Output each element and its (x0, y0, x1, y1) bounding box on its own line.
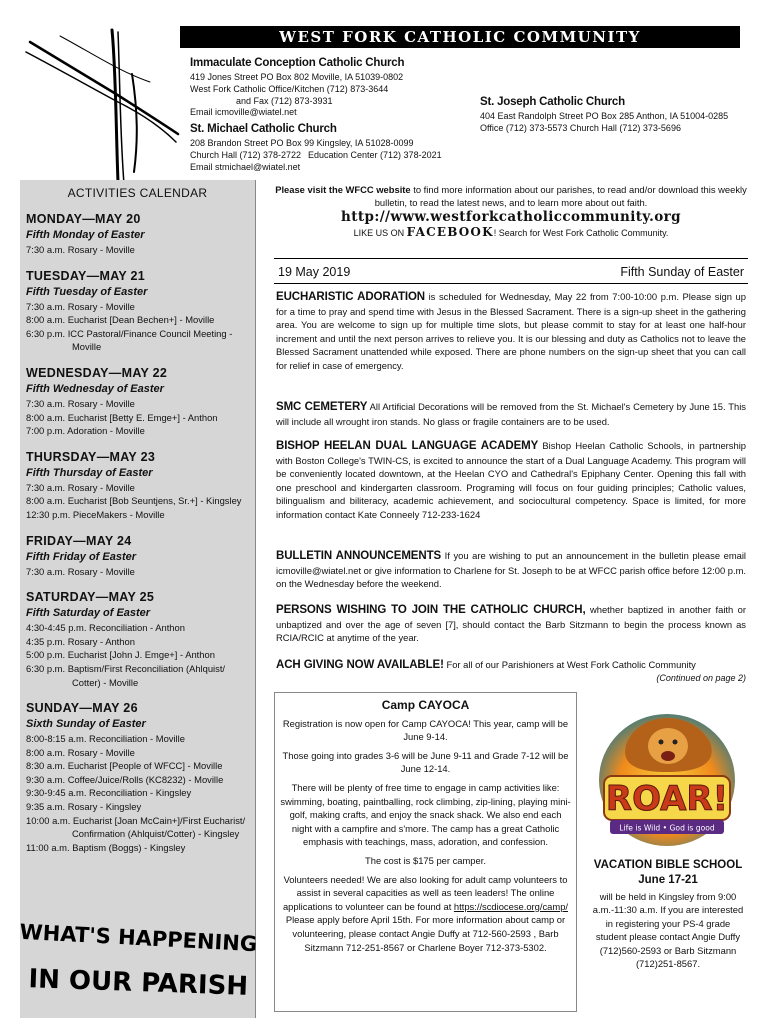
calendar-event: 4:35 p.m. Rosary - Anthon (26, 635, 135, 647)
happening-line-2: IN OUR PARISH (27, 964, 249, 1002)
article-body: All Artificial Decorations will be removed from the St. Michael's Cemetery by June 15. This will include all wrought iron stands. No glass or fragile containers are to be used. (276, 401, 746, 427)
day-name: SATURDAY—MAY 25 (26, 590, 155, 605)
calendar-day (26, 701, 249, 854)
day-name: SUNDAY—MAY 26 (26, 701, 138, 716)
calendar-event: 9:35 a.m. Rosary - Kingsley (26, 801, 142, 813)
volunteer-contact: Please apply before April 15th. For more information about camp or volunteering, please contact Angie Duffy at 712-560-2593 , Barb Sitzmann 712-251-8567 or Charlene Boyer 712-373-5302. (285, 914, 566, 953)
calendar-day (26, 450, 249, 522)
st-michael-email: Email stmichael@wiatel.net (190, 161, 301, 172)
day-liturgical-title: Fifth Wednesday of Easter (26, 382, 164, 395)
camp-application-link[interactable]: https://scdiocese.org/camp/ (453, 900, 569, 912)
article-body: is scheduled for Wednesday, May 22 from 7:00-10:00 p.m. Please sign up for a time to pray and spend time with Jesus in the Blessed Sacrament. There is a sign-up sheet in the gathering area. You are welcome to sign up for multiple time slots, but please commit to stay for at least one half-hour increment and until the next person arrives to relieve you. It is our blessing and duty as Catholics not to leave the Blessed Sacrament unattended while exposed. There are phone numbers on the sign-up sheet that you can call for relief in case of emergency. (276, 291, 746, 371)
immaculate-name: Immaculate Conception Catholic Church (190, 57, 405, 69)
date-bar (274, 258, 748, 284)
article-heading: PERSONS WISHING TO JOIN THE CATHOLIC CHURCH, (276, 604, 586, 616)
article-cemetery (276, 400, 746, 428)
article-heading: BULLETIN ANNOUNCEMENTS (276, 550, 442, 562)
website-notice (274, 183, 748, 240)
calendar-event: 7:30 a.m. Rosary - Moville (26, 300, 135, 312)
volunteer-text: Volunteers needed! We are also looking for adult camp volunteers to assist in several capacities as well as teen leaders! The online applications to volunteer can be found at (282, 873, 568, 912)
st-michael-info (190, 123, 480, 173)
calendar-day (26, 366, 249, 438)
continued-note: (Continued on page 2) (656, 673, 746, 683)
day-liturgical-title: Fifth Saturday of Easter (26, 607, 151, 620)
calendar-event: 7:30 a.m. Rosary - Moville (26, 244, 135, 255)
day-name: THURSDAY—MAY 23 (26, 449, 156, 464)
calendar-event: 8:00-8:15 a.m. Reconciliation - Moville (26, 733, 185, 745)
calendar-event: 8:00 a.m. Eucharist [Dean Bechen+] - Moville (26, 314, 215, 326)
activities-calendar (20, 180, 256, 1018)
calendar-event: 8:30 a.m. Eucharist [People of WFCC] - Moville (26, 760, 223, 772)
calendar-event: 7:30 a.m. Rosary - Moville (26, 481, 135, 493)
day-liturgical-title: Fifth Tuesday of Easter (26, 285, 148, 298)
article-body: For all of our Parishioners at West Fork Catholic Community (443, 659, 696, 670)
whats-happening-graphic (19, 913, 258, 1008)
calendar-day (26, 212, 249, 257)
immaculate-conception-info (190, 57, 480, 119)
immaculate-office: West Fork Catholic Office/Kitchen (712) 873-3644 (190, 83, 389, 94)
camp-registration: Registration is now open for Camp CAYOCA! This year, camp will be June 9-14. (282, 717, 569, 743)
st-michael-education: Education Center (712) 378-2021 (308, 149, 442, 160)
bulletin-date: 19 May 2019 (278, 265, 351, 279)
calendar-days (26, 212, 249, 854)
roar-vbs-logo (592, 702, 742, 852)
day-liturgical-title: Fifth Thursday of Easter (26, 466, 153, 479)
camp-cost: The cost is $175 per camper. (365, 854, 486, 866)
calendar-event: 8:00 a.m. Rosary - Moville (26, 746, 135, 758)
camp-cayoca-box (274, 692, 577, 1012)
article-rcia (276, 603, 746, 645)
st-michael-name: St. Michael Catholic Church (190, 123, 337, 135)
camp-grades: Those going into grades 3-6 will be June 9-11 and Grade 7-12 will be June 12-14. (282, 749, 569, 775)
day-name: WEDNESDAY—MAY 22 (26, 365, 168, 380)
calendar-event: 9:30-9:45 a.m. Reconciliation - Kingsley (26, 787, 192, 799)
day-liturgical-title: Fifth Friday of Easter (26, 550, 137, 563)
article-bulletin (276, 549, 746, 591)
st-joseph-office: Office (712) 373-5573 Church Hall (712) 373-5696 (480, 122, 681, 133)
immaculate-email: Email icmoville@wiatel.net (190, 107, 297, 118)
article-heelan (276, 439, 746, 522)
calendar-event: 5:00 p.m. Eucharist [John J. Emge+] - Anthon (26, 649, 215, 661)
roar-tagline: Life is Wild • God is good (619, 823, 715, 833)
day-name: MONDAY—MAY 20 (26, 212, 141, 226)
article-adoration (276, 290, 746, 373)
calendar-event: 6:30 p.m. Baptism/First Reconciliation (Ahlquist/ Cotter) - Moville (26, 662, 226, 688)
day-name: TUESDAY—MAY 21 (26, 268, 146, 283)
immaculate-address: 419 Jones Street PO Box 802 Moville, IA 51039-0802 (190, 72, 404, 82)
calendar-event: 7:30 a.m. Rosary - Moville (26, 565, 135, 577)
visit-lead: Please visit the WFCC website (275, 184, 411, 195)
roar-wordmark: ROAR! (605, 779, 729, 819)
camp-title: Camp CAYOCA (381, 698, 470, 712)
day-liturgical-title: Fifth Monday of Easter (26, 229, 145, 241)
calendar-event: 11:00 a.m. Baptism (Boggs) - Kingsley (26, 841, 186, 853)
calendar-event: 12:30 p.m. PieceMakers - Moville (26, 508, 165, 520)
immaculate-fax: and Fax (712) 873-3931 (236, 95, 333, 106)
article-heading: ACH GIVING NOW AVAILABLE! (276, 659, 444, 671)
article-body: whether baptized in another faith or unbaptized and over the age of seven [7], should contact the Barb Sitzmann to begin the process known as RCIA/RCIC at anytime of the year. (276, 604, 746, 644)
camp-volunteers (279, 873, 572, 955)
vbs-title: VACATION BIBLE SCHOOL (593, 859, 743, 871)
calendar-day (26, 534, 249, 579)
vacation-bible-school (590, 858, 746, 970)
calendar-event: 8:00 a.m. Eucharist [Bob Seuntjens, Sr.+] - Kingsley (26, 495, 242, 507)
st-michael-hall: Church Hall (712) 378-2722 (190, 149, 302, 160)
calendar-event: 6:30 p.m. ICC Pastoral/Finance Council Meeting - Moville (26, 327, 233, 353)
visit-text: to find more information about our parishes, to read and/or download this weekly bulletin, to read the latest news, and to learn more about out faith. (374, 184, 747, 208)
article-body: If you are wishing to put an announcement in the bulletin please email icmoville@wiatel.net or give information to Charlene for St. Joseph to be at WFCC parish office before 12:00 p.m. on the Wednesday before the weekend. (276, 550, 747, 590)
st-joseph-address: 404 East Randolph Street PO Box 285 Anthon, IA 51004-0285 (480, 111, 729, 121)
happening-line-1: WHAT'S HAPPENING (19, 919, 258, 957)
vbs-dates: June 17-21 (638, 874, 698, 886)
article-body: Bishop Heelan Catholic Schools, in partnership with Boston College's TWIN-CS, is excited to announce the start of a Dual Language Academy. This program will be conveniently located downtown, at the Heelan CYO and Cathedral's Epiphany Center. Opening this fall with one preschool and kindergarten classroom. Programing will focus on four guiding principles; Catholic values, bilingualism and biliteracy, academic achievement, and sociocultural competency. Space is limited, for more information contact Kate Conneely 712-233-1624 (276, 440, 746, 520)
calendar-day (26, 269, 249, 354)
calendar-day (26, 590, 249, 689)
website-link[interactable]: http://www.westforkcatholiccommunity.org (341, 209, 681, 225)
article-ach (276, 658, 746, 673)
day-liturgical-title: Sixth Sunday of Easter (26, 718, 146, 731)
day-name: FRIDAY—MAY 24 (26, 533, 132, 548)
vbs-details: will be held in Kingsley from 9:00 a.m.-11:30 a.m. If you are interested in registering your PS-4 grade student please contact Angie Duffy (712)560-2593 or Barb Sitzmann (712)251-8567. (592, 891, 744, 970)
calendar-event: 4:30-4:45 p.m. Reconciliation - Anthon (26, 622, 185, 634)
liturgical-sunday: Fifth Sunday of Easter (620, 265, 744, 279)
st-joseph-name: St. Joseph Catholic Church (480, 96, 625, 108)
like-prefix: LIKE US ON (353, 228, 407, 238)
calendar-event: 9:30 a.m. Coffee/Juice/Rolls (KC8232) - Moville (26, 773, 224, 785)
calendar-title: ACTIVITIES CALENDAR (67, 186, 208, 200)
calendar-event: 7:30 a.m. Rosary - Moville (26, 397, 135, 409)
camp-activities: There will be plenty of free time to engage in camp activities like: swimming, boating, paintballing, rock climbing, zip-lining, playing mini-golf, making crafts, and enjoy the snack shack. We also end each night with a campfire and s'more. The camp has a great Catholic emphasis with teachings, mass, adoration, and confession. (280, 781, 571, 848)
calendar-event: 8:00 a.m. Eucharist [Betty E. Emge+] - Anthon (26, 411, 218, 423)
community-banner: WEST FORK CATHOLIC COMMUNITY (180, 26, 740, 48)
facebook-link[interactable]: FACEBOOK (406, 225, 494, 239)
calendar-event: 10:00 a.m. Eucharist [Joan McCain+]/First Eucharist/ Confirmation (Ahlquist/Cotter) - Kingsley (26, 814, 246, 840)
article-heading: BISHOP HEELAN DUAL LANGUAGE ACADEMY (276, 440, 539, 452)
cross-logo (20, 22, 180, 187)
article-heading: SMC CEMETERY (276, 401, 368, 413)
calendar-event: 7:00 p.m. Adoration - Moville (26, 425, 145, 437)
st-michael-address: 208 Brandon Street PO Box 99 Kingsley, IA 51028-0099 (190, 138, 414, 148)
like-suffix: ! Search for West Fork Catholic Community. (493, 228, 669, 238)
article-heading: EUCHARISTIC ADORATION (276, 291, 426, 303)
st-joseph-info (480, 96, 750, 135)
